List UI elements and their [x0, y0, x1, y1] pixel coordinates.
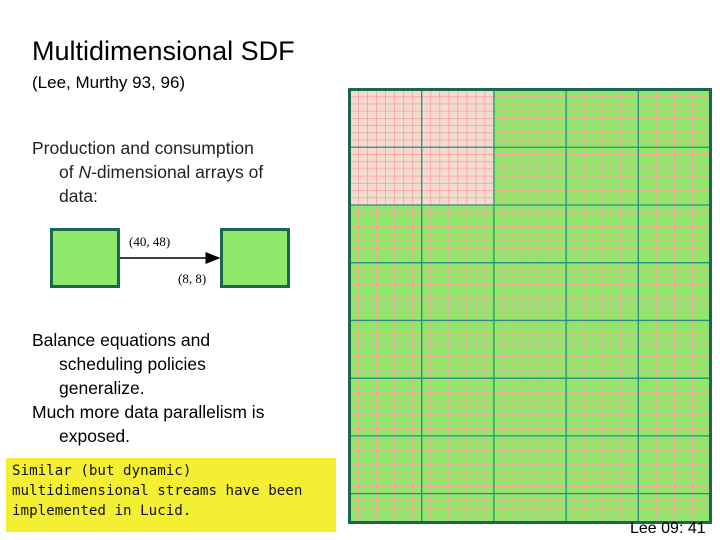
slide-footer: Lee 09: 41 — [630, 520, 706, 537]
note-line: Similar (but dynamic) — [12, 463, 192, 479]
slide-subtitle: (Lee, Murthy 93, 96) — [32, 73, 186, 92]
bullet-balance-equations — [32, 328, 332, 448]
lucid-note — [6, 458, 336, 532]
bullet-line: scheduling policies — [59, 354, 206, 374]
note-line: implemented in Lucid. — [12, 503, 192, 519]
text-fragment: of — [59, 162, 79, 182]
production-rate-label: (40, 48) — [129, 234, 171, 249]
bullet-line: Production and consumption — [32, 138, 254, 158]
producer-actor — [50, 228, 120, 288]
italic-n: N — [78, 162, 92, 182]
bullet-line: Balance equations and — [32, 330, 211, 350]
array-grid — [348, 88, 712, 524]
consumer-actor — [220, 228, 290, 288]
slide-title: Multidimensional SDF — [32, 36, 295, 66]
bullet-line: data: — [59, 186, 98, 206]
consumption-rate-label: (8, 8) — [178, 271, 207, 286]
bullet-line: exposed. — [59, 426, 131, 446]
bullet-line: generalize. — [59, 378, 145, 398]
note-line: multidimensional streams have been — [12, 483, 303, 499]
text-fragment: -dimensional arrays of — [91, 162, 264, 182]
bullet-line: Much more data parallelism is — [32, 402, 265, 422]
